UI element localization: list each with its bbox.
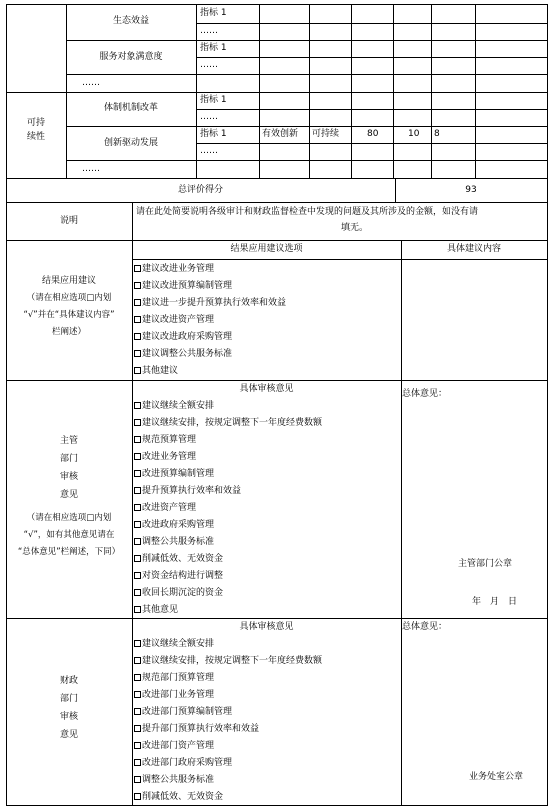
dept-date: 年 月 日	[472, 597, 518, 607]
perf-category: 可持	[26, 118, 45, 128]
apply-option[interactable]: 建议进一步提升预算执行效率和效益	[134, 298, 286, 309]
total-score-value: 93	[465, 185, 477, 195]
perf-category: 续性	[26, 132, 45, 142]
dept-label: 主管	[59, 436, 78, 446]
apply-detail-header: 具体建议内容	[446, 244, 501, 254]
dept-option[interactable]: 收回长期沉淀的资金	[134, 588, 223, 599]
dept-label: “√”，如有其他意见请在	[23, 530, 115, 540]
note-text: 请在此处简要说明各级审计和财政监督检查中发现的问题及其所涉及的金额，如没有请	[136, 207, 479, 217]
apply-option[interactable]: 其他建议	[134, 366, 178, 377]
perf-subcategory: ……	[82, 78, 100, 88]
perf-value: 10	[408, 129, 420, 139]
perf-subcategory: 生态效益	[112, 16, 149, 26]
note-label: 说明	[59, 216, 78, 226]
finance-option[interactable]: 规范部门预算管理	[134, 673, 214, 684]
perf-indicator: ……	[200, 26, 218, 36]
checkbox[interactable]	[134, 299, 141, 306]
finance-label: 意见	[59, 730, 78, 740]
dept-option[interactable]: 改进业务管理	[134, 452, 196, 463]
checkbox[interactable]	[134, 691, 141, 698]
total-score-label: 总评价得分	[177, 185, 223, 195]
checkbox[interactable]	[134, 470, 141, 477]
perf-indicator: 指标 1	[200, 8, 227, 18]
finance-option[interactable]: 调整公共服务标准	[134, 775, 214, 786]
apply-label: “√”并在“具体建议内容”	[23, 310, 115, 320]
perf-indicator: 指标 1	[200, 43, 227, 53]
checkbox[interactable]	[134, 350, 141, 357]
note-text: 填无。	[341, 223, 369, 233]
perf-subcategory: 体制机制改革	[103, 103, 158, 113]
perf-value: 可持续	[312, 129, 340, 139]
dept-option[interactable]: 建议继续全额安排	[134, 401, 214, 412]
checkbox[interactable]	[134, 640, 141, 647]
dept-option[interactable]: 改进资产管理	[134, 503, 196, 514]
checkbox[interactable]	[134, 674, 141, 681]
perf-subcategory: ……	[82, 164, 100, 174]
checkbox[interactable]	[134, 402, 141, 409]
dept-option[interactable]: 提升预算执行效率和效益	[134, 486, 241, 497]
checkbox[interactable]	[134, 436, 141, 443]
apply-options-header: 结果应用建议选项	[230, 244, 303, 254]
checkbox[interactable]	[134, 725, 141, 732]
dept-label: 意见	[59, 490, 78, 500]
finance-option[interactable]: 改进部门预算编制管理	[134, 707, 232, 718]
checkbox[interactable]	[134, 759, 141, 766]
finance-label: 财政	[59, 676, 78, 686]
perf-indicator: 指标 1	[200, 95, 227, 105]
apply-label: 结果应用建议	[41, 276, 96, 286]
dept-seal: 主管部门公章	[458, 559, 513, 569]
checkbox[interactable]	[134, 538, 141, 545]
checkbox[interactable]	[134, 708, 141, 715]
apply-label: （请在相应选项□内划	[26, 293, 112, 303]
apply-option[interactable]: 建议改进业务管理	[134, 264, 214, 275]
apply-option[interactable]: 建议调整公共服务标准	[134, 349, 232, 360]
checkbox[interactable]	[134, 589, 141, 596]
perf-subcategory: 服务对象满意度	[99, 52, 163, 62]
apply-option[interactable]: 建议改进预算编制管理	[134, 281, 232, 292]
dept-option[interactable]: 建议继续安排，按规定调整下一年度经费数额	[134, 418, 322, 429]
checkbox[interactable]	[134, 657, 141, 664]
checkbox[interactable]	[134, 453, 141, 460]
checkbox[interactable]	[134, 316, 141, 323]
finance-option[interactable]: 削减低效、无效资金	[134, 792, 223, 803]
apply-option[interactable]: 建议改进政府采购管理	[134, 332, 232, 343]
perf-indicator: 指标 1	[200, 129, 227, 139]
finance-label: 部门	[59, 694, 78, 704]
checkbox[interactable]	[134, 265, 141, 272]
finance-option[interactable]: 建议继续全额安排	[134, 639, 214, 650]
apply-option[interactable]: 建议改进资产管理	[134, 315, 214, 326]
checkbox[interactable]	[134, 606, 141, 613]
checkbox[interactable]	[134, 419, 141, 426]
dept-option[interactable]: 规范预算管理	[134, 435, 196, 446]
dept-label: （请在相应选项□内划	[26, 513, 112, 523]
dept-header: 具体审核意见	[239, 384, 294, 394]
checkbox[interactable]	[134, 572, 141, 579]
dept-option[interactable]: 改进预算编制管理	[134, 469, 214, 480]
dept-overall-label: 总体意见：	[402, 389, 448, 399]
checkbox[interactable]	[134, 487, 141, 494]
perf-value: 有效创新	[262, 129, 299, 139]
dept-label: 部门	[59, 454, 78, 464]
finance-option[interactable]: 改进部门资产管理	[134, 741, 214, 752]
checkbox[interactable]	[134, 282, 141, 289]
perf-subcategory: 创新驱动发展	[103, 138, 158, 148]
checkbox[interactable]	[134, 333, 141, 340]
perf-indicator: ……	[200, 112, 218, 122]
perf-indicator: ……	[200, 60, 218, 70]
checkbox[interactable]	[134, 504, 141, 511]
dept-option[interactable]: 对资金结构进行调整	[134, 571, 223, 582]
finance-option[interactable]: 建议继续安排，按规定调整下一年度经费数额	[134, 656, 322, 667]
apply-label: 栏阐述）	[51, 327, 86, 337]
dept-option[interactable]: 改进政府采购管理	[134, 520, 214, 531]
dept-option[interactable]: 削减低效、无效资金	[134, 554, 223, 565]
checkbox[interactable]	[134, 367, 141, 374]
checkbox[interactable]	[134, 793, 141, 800]
perf-value: 8	[434, 129, 440, 139]
checkbox[interactable]	[134, 555, 141, 562]
dept-label: “总体意见”栏阐述，下同）	[17, 547, 121, 557]
finance-option[interactable]: 改进部门政府采购管理	[134, 758, 232, 769]
finance-option[interactable]: 提升部门预算执行效率和效益	[134, 724, 259, 735]
checkbox[interactable]	[134, 521, 141, 528]
dept-label: 审核	[59, 472, 78, 482]
dept-option[interactable]: 调整公共服务标准	[134, 537, 214, 548]
finance-header: 具体审核意见	[239, 622, 294, 632]
checkbox[interactable]	[134, 776, 141, 783]
finance-overall-label: 总体意见：	[402, 622, 448, 632]
finance-option[interactable]: 改进部门业务管理	[134, 690, 214, 701]
checkbox[interactable]	[134, 742, 141, 749]
perf-value: 80	[367, 129, 379, 139]
finance-label: 审核	[59, 712, 78, 722]
finance-seal: 业务处室公章	[469, 772, 524, 782]
perf-indicator: ……	[200, 146, 218, 156]
dept-option[interactable]: 其他意见	[134, 605, 178, 616]
